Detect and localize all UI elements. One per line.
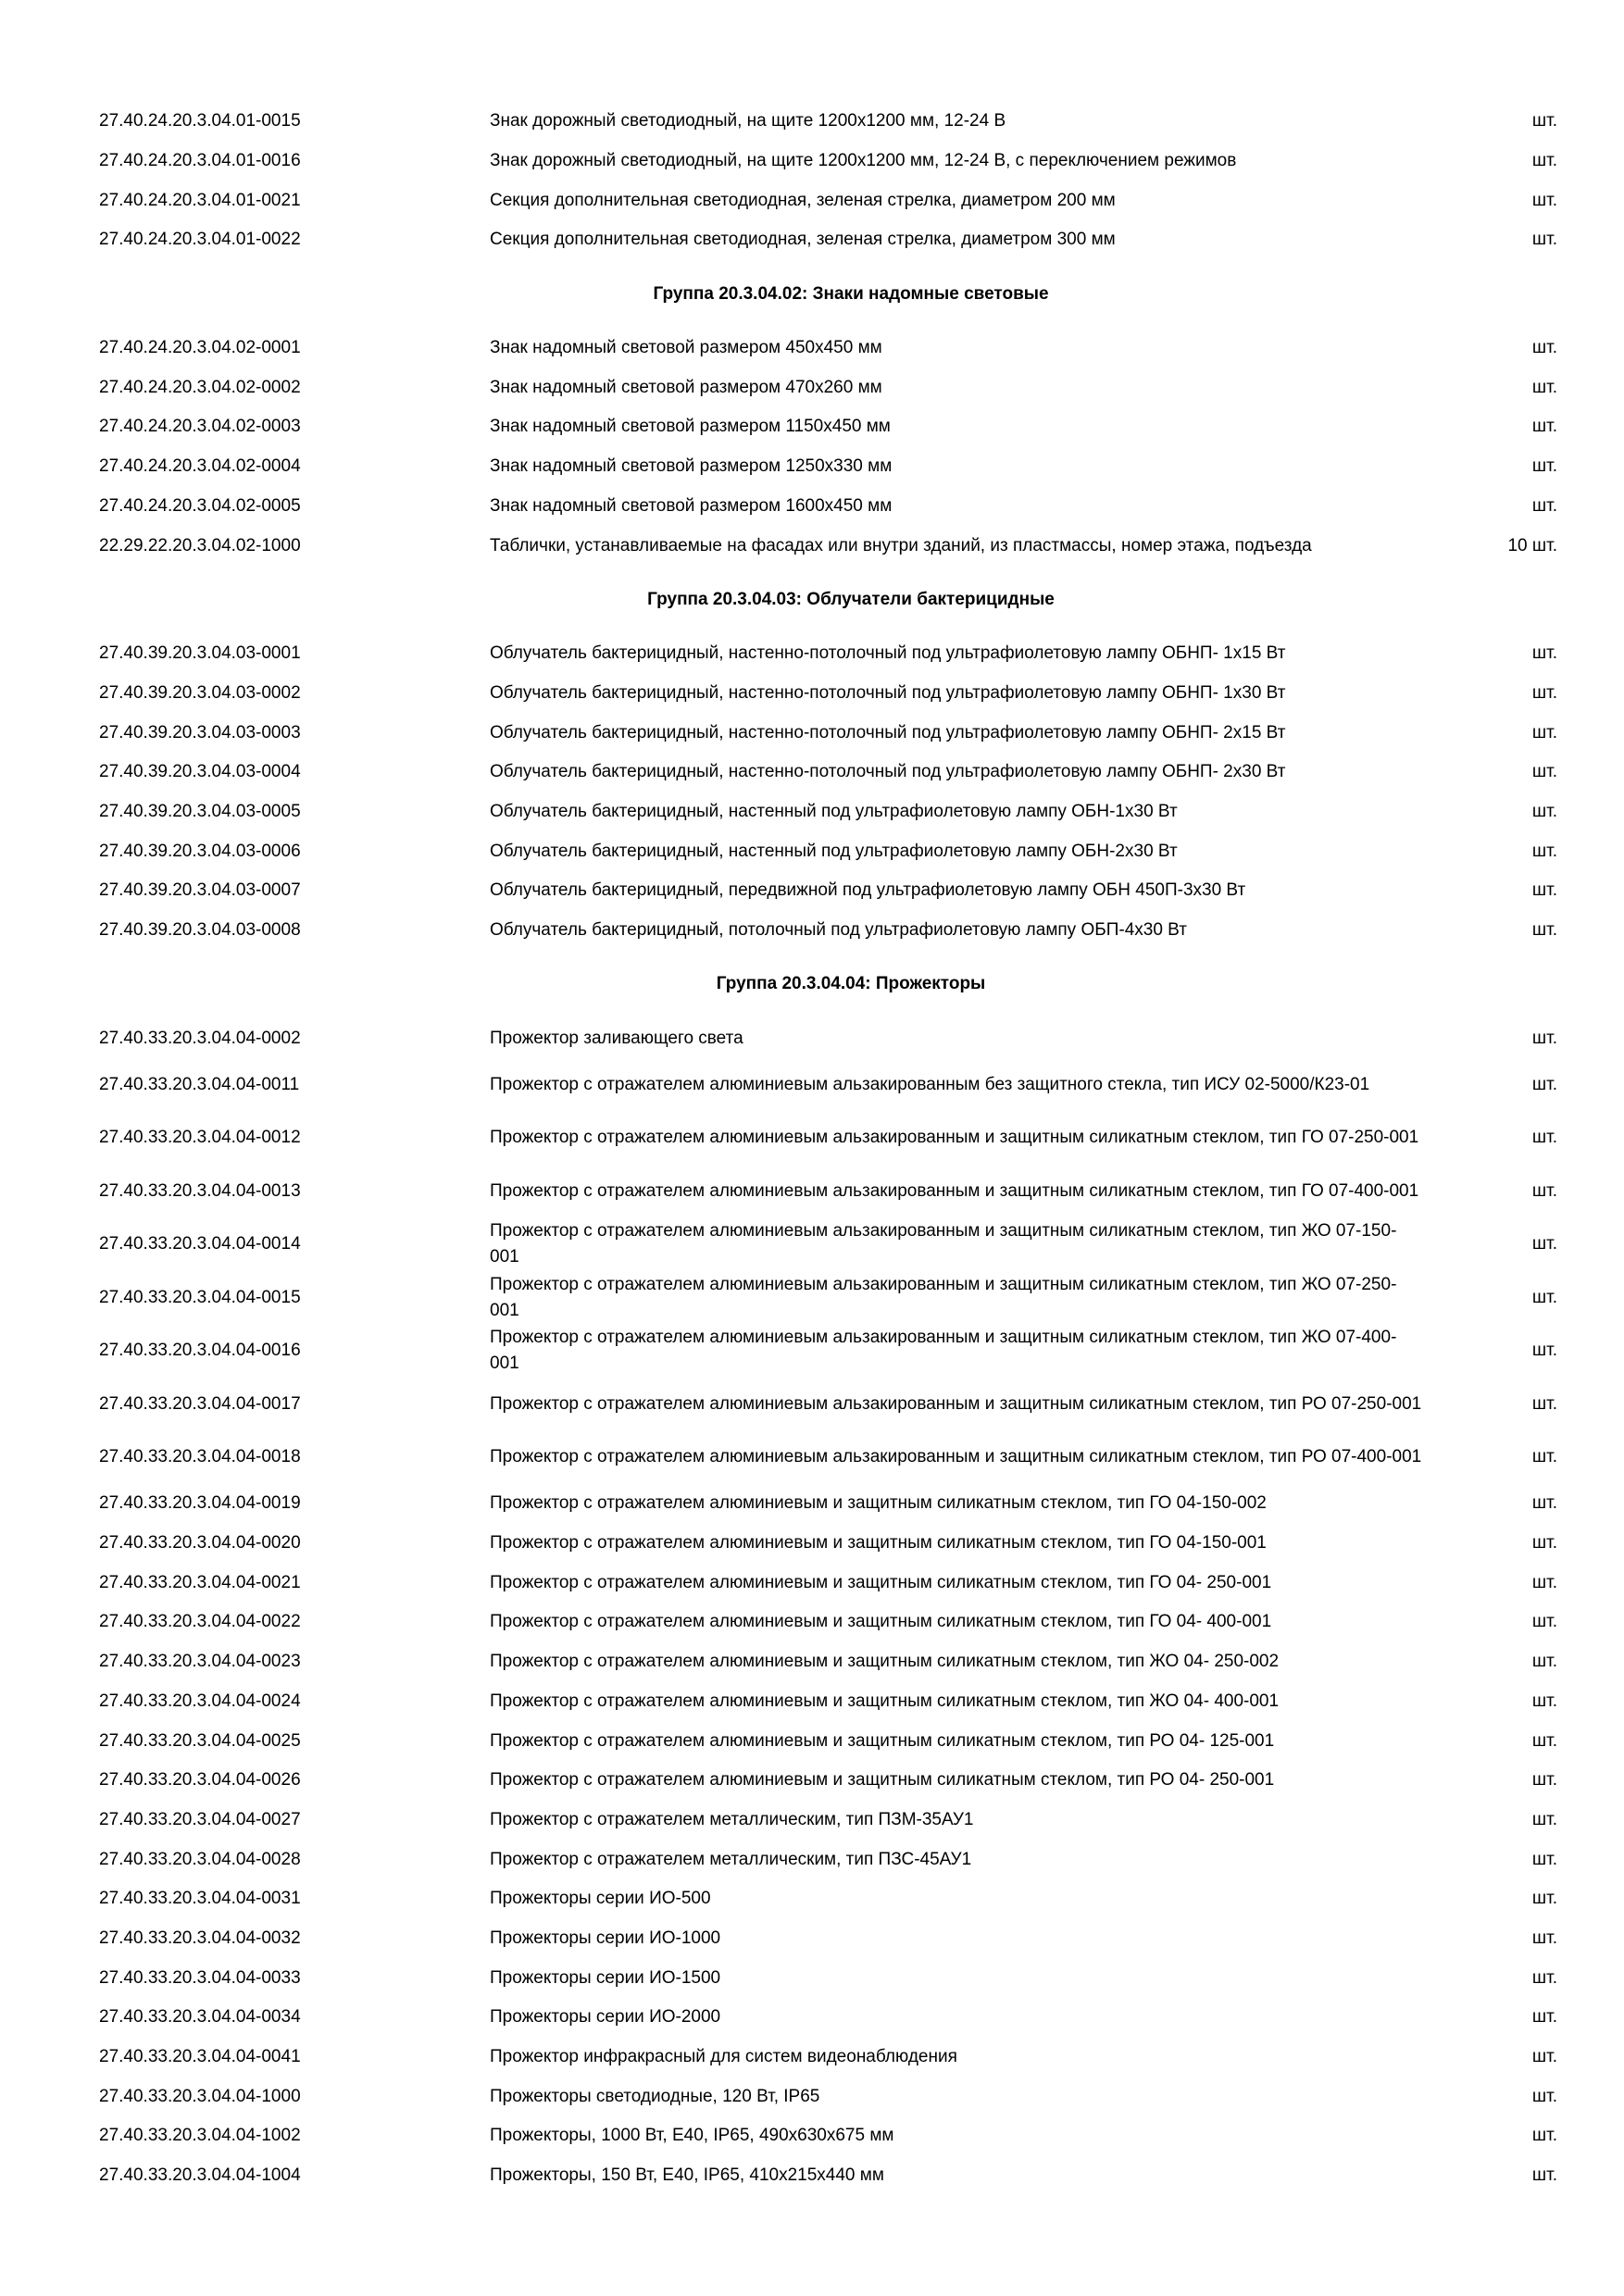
table-row	[0, 368, 1624, 407]
item-code: 27.40.33.20.3.04.04-0027	[99, 1809, 301, 1829]
item-code: 27.40.24.20.3.04.02-0005	[99, 495, 301, 516]
table-row	[0, 1112, 1624, 1166]
item-name: Знак надомный световой размером 470х260 мм	[490, 377, 882, 397]
item-unit: шт.	[1531, 1889, 1557, 1909]
item-name: Прожектор с отражателем алюминиевым альзакированным и защитным силикатным стеклом, тип ГО 07-250-001	[490, 1128, 1419, 1148]
table-row	[0, 329, 1624, 368]
item-name: Прожектор с отражателем металлическим, тип ПЗС-45АУ1	[490, 1849, 972, 1869]
item-unit: шт.	[1531, 1572, 1557, 1592]
table-row	[0, 1524, 1624, 1564]
item-code: 27.40.33.20.3.04.04-0014	[99, 1234, 301, 1254]
item-code: 27.40.33.20.3.04.04-0032	[99, 1928, 301, 1948]
item-name: Знак надомный световой размером 450х450 мм	[490, 338, 882, 358]
item-code: 27.40.24.20.3.04.01-0022	[99, 230, 301, 250]
item-name: Прожектор с отражателем алюминиевым и защитным силикатным стеклом, тип ЖО 04- 400-001	[490, 1691, 1280, 1711]
item-name: Знак надомный световой размером 1150х450 мм	[490, 417, 891, 437]
table-row	[0, 2156, 1624, 2196]
item-code: 27.40.33.20.3.04.04-0019	[99, 1493, 301, 1514]
item-name: Секция дополнительная светодиодная, зеленая стрелка, диаметром 200 мм	[490, 190, 1116, 210]
table-row	[0, 407, 1624, 447]
table-row	[0, 1721, 1624, 1761]
item-name: Прожекторы серии ИО-1500	[490, 1967, 721, 1988]
table-row	[0, 674, 1624, 714]
table-row	[0, 1058, 1624, 1112]
item-name: Знак надомный световой размером 1250х330 мм	[490, 456, 893, 477]
item-name: Прожектор с отражателем алюминиевым и защитным силикатным стеклом, тип ГО 04-150-001	[490, 1533, 1267, 1554]
item-unit: шт.	[1531, 495, 1557, 516]
item-unit: шт.	[1531, 2007, 1557, 2028]
item-code: 27.40.33.20.3.04.04-0021	[99, 1572, 301, 1592]
item-unit: шт.	[1531, 2126, 1557, 2146]
item-name: Прожекторы серии ИО-1000	[490, 1928, 721, 1948]
item-unit: шт.	[1531, 151, 1557, 171]
table-row	[0, 634, 1624, 674]
table-row	[0, 792, 1624, 832]
item-code: 27.40.39.20.3.04.03-0002	[99, 682, 301, 703]
table-row	[0, 831, 1624, 871]
item-unit: шт.	[1531, 762, 1557, 782]
item-code: 27.40.39.20.3.04.03-0008	[99, 920, 301, 941]
item-code: 27.40.39.20.3.04.03-0005	[99, 801, 301, 821]
item-name: Прожектор с отражателем алюминиевым альзакированным и защитным силикатным стеклом, тип ЖО 07-250-001	[490, 1274, 1397, 1320]
item-name: Прожекторы серии ИО-500	[490, 1889, 711, 1909]
item-name: Прожектор с отражателем алюминиевым альзакированным без защитного стекла, тип ИСУ 02-5000/К23-01	[490, 1074, 1370, 1094]
item-unit: шт.	[1531, 1612, 1557, 1632]
item-name: Знак надомный световой размером 1600х450 мм	[490, 495, 893, 516]
table-row	[0, 1431, 1624, 1485]
table-row	[0, 1165, 1624, 1218]
item-name: Прожектор с отражателем алюминиевым альзакированным и защитным силикатным стеклом, тип РО 07-250-001	[490, 1393, 1422, 1414]
item-name: Облучатель бактерицидный, настенно-потолочный под ультрафиолетовую лампу ОБНП- 2х30 Вт	[490, 762, 1286, 782]
item-unit: шт.	[1531, 456, 1557, 477]
item-code: 27.40.24.20.3.04.02-0004	[99, 456, 301, 477]
table-row	[0, 1484, 1624, 1524]
item-name: Прожекторы светодиодные, 120 Вт, IP65	[490, 2086, 820, 2106]
item-code: 27.40.33.20.3.04.04-0022	[99, 1612, 301, 1632]
item-code: 27.40.33.20.3.04.04-0012	[99, 1128, 301, 1148]
item-code: 27.40.33.20.3.04.04-0002	[99, 1028, 301, 1048]
item-code: 27.40.33.20.3.04.04-0028	[99, 1849, 301, 1869]
item-name: Прожекторы, 1000 Вт, Е40, IP65, 490х630х675 мм	[490, 2126, 894, 2146]
table-row	[0, 526, 1624, 566]
item-code: 27.40.33.20.3.04.04-0017	[99, 1393, 301, 1414]
item-unit: шт.	[1531, 1028, 1557, 1048]
item-unit: шт.	[1531, 1691, 1557, 1711]
item-name: Прожектор с отражателем алюминиевым альзакированным и защитным силикатным стеклом, тип РО 07-400-001	[490, 1447, 1422, 1467]
table-row	[0, 102, 1624, 142]
item-code: 27.40.33.20.3.04.04-0033	[99, 1967, 301, 1988]
item-name: Прожектор с отражателем алюминиевым и защитным силикатным стеклом, тип ЖО 04- 250-002	[490, 1652, 1280, 1672]
item-name: Облучатель бактерицидный, настенный под ультрафиолетовую лампу ОБН-2х30 Вт	[490, 841, 1178, 861]
item-unit: шт.	[1531, 230, 1557, 250]
table-row	[0, 2116, 1624, 2156]
table-row	[0, 1603, 1624, 1642]
table-row	[0, 1840, 1624, 1879]
item-unit: 10 шт.	[1507, 535, 1557, 555]
item-code: 27.40.24.20.3.04.02-0001	[99, 338, 301, 358]
table-row	[0, 1018, 1624, 1058]
table-row	[0, 1325, 1624, 1379]
item-code: 27.40.24.20.3.04.01-0021	[99, 190, 301, 210]
item-unit: шт.	[1531, 1533, 1557, 1554]
item-name: Прожекторы, 150 Вт, Е40, IP65, 410х215х440 мм	[490, 2165, 884, 2186]
table-row	[0, 487, 1624, 527]
item-unit: шт.	[1531, 1234, 1557, 1254]
item-unit: шт.	[1531, 190, 1557, 210]
table-row	[0, 1761, 1624, 1801]
item-code: 27.40.24.20.3.04.01-0016	[99, 151, 301, 171]
group-heading: Группа 20.3.04.03: Облучатели бактерицидные	[647, 589, 1055, 609]
item-code: 27.40.24.20.3.04.02-0003	[99, 417, 301, 437]
item-name: Прожектор с отражателем металлическим, тип ПЗМ-35АУ1	[490, 1809, 974, 1829]
item-name: Прожектор с отражателем алюминиевым альзакированным и защитным силикатным стеклом, тип ЖО 07-150-001	[490, 1221, 1397, 1267]
item-code: 27.40.33.20.3.04.04-0026	[99, 1770, 301, 1791]
table-row	[0, 1919, 1624, 1959]
item-name: Облучатель бактерицидный, потолочный под ультрафиолетовую лампу ОБП-4х30 Вт	[490, 920, 1187, 941]
item-name: Прожектор инфракрасный для систем видеонаблюдения	[490, 2047, 957, 2067]
item-code: 27.40.33.20.3.04.04-0031	[99, 1889, 301, 1909]
item-code: 27.40.33.20.3.04.04-1002	[99, 2126, 301, 2146]
item-unit: шт.	[1531, 1849, 1557, 1869]
item-name: Облучатель бактерицидный, передвижной под ультрафиолетовую лампу ОБН 450П-3х30 Вт	[490, 880, 1246, 901]
item-name: Прожекторы серии ИО-2000	[490, 2007, 721, 2028]
item-unit: шт.	[1531, 1287, 1557, 1307]
table-row	[0, 871, 1624, 911]
item-code: 27.40.33.20.3.04.04-0024	[99, 1691, 301, 1711]
item-name: Прожектор с отражателем алюминиевым и защитным силикатным стеклом, тип ГО 04- 250-001	[490, 1572, 1272, 1592]
item-unit: шт.	[1531, 1770, 1557, 1791]
price-list-document	[0, 102, 1624, 2195]
item-code: 27.40.33.20.3.04.04-0020	[99, 1533, 301, 1554]
item-name: Знак дорожный светодиодный, на щите 1200х1200 мм, 12-24 В, с переключением режимов	[490, 151, 1237, 171]
item-name: Облучатель бактерицидный, настенно-потолочный под ультрафиолетовую лампу ОБНП- 1х30 Вт	[490, 682, 1286, 703]
item-code: 27.40.39.20.3.04.03-0004	[99, 762, 301, 782]
item-unit: шт.	[1531, 1730, 1557, 1751]
item-code: 27.40.33.20.3.04.04-0016	[99, 1341, 301, 1361]
item-code: 27.40.33.20.3.04.04-0041	[99, 2047, 301, 2067]
item-code: 27.40.39.20.3.04.03-0001	[99, 643, 301, 664]
item-unit: шт.	[1531, 1493, 1557, 1514]
item-code: 27.40.39.20.3.04.03-0006	[99, 841, 301, 861]
item-code: 27.40.33.20.3.04.04-1004	[99, 2165, 301, 2186]
table-row	[0, 1801, 1624, 1841]
group-heading: Группа 20.3.04.02: Знаки надомные световые	[653, 283, 1049, 304]
table-row	[0, 1271, 1624, 1325]
item-unit: шт.	[1531, 920, 1557, 941]
table-row	[0, 713, 1624, 753]
item-name: Таблички, устанавливаемые на фасадах или внутри зданий, из пластмассы, номер этажа, подъезда	[490, 535, 1312, 555]
table-row	[0, 1218, 1624, 1272]
item-unit: шт.	[1531, 2165, 1557, 2186]
item-unit: шт.	[1531, 1652, 1557, 1672]
table-row	[0, 2038, 1624, 2078]
item-code: 27.40.39.20.3.04.03-0003	[99, 722, 301, 742]
item-unit: шт.	[1531, 1128, 1557, 1148]
table-row	[0, 181, 1624, 220]
item-unit: шт.	[1531, 1180, 1557, 1201]
item-unit: шт.	[1531, 338, 1557, 358]
item-code: 27.40.33.20.3.04.04-0018	[99, 1447, 301, 1467]
item-unit: шт.	[1531, 417, 1557, 437]
item-unit: шт.	[1531, 377, 1557, 397]
item-unit: шт.	[1531, 1074, 1557, 1094]
item-name: Прожектор с отражателем алюминиевым и защитным силикатным стеклом, тип РО 04- 125-001	[490, 1730, 1275, 1751]
item-name: Секция дополнительная светодиодная, зеленая стрелка, диаметром 300 мм	[490, 230, 1116, 250]
item-unit: шт.	[1531, 1967, 1557, 1988]
table-row	[0, 1958, 1624, 1998]
item-unit: шт.	[1531, 1393, 1557, 1414]
item-unit: шт.	[1531, 682, 1557, 703]
item-unit: шт.	[1531, 1341, 1557, 1361]
item-code: 27.40.33.20.3.04.04-0015	[99, 1287, 301, 1307]
item-unit: шт.	[1531, 643, 1557, 664]
item-unit: шт.	[1531, 2086, 1557, 2106]
group-heading: Группа 20.3.04.04: Прожекторы	[716, 974, 986, 994]
table-row	[0, 142, 1624, 181]
item-code: 27.40.24.20.3.04.01-0015	[99, 111, 301, 131]
item-name: Знак дорожный светодиодный, на щите 1200х1200 мм, 12-24 В	[490, 111, 1006, 131]
item-code: 27.40.33.20.3.04.04-0013	[99, 1180, 301, 1201]
item-name: Прожектор с отражателем алюминиевым альзакированным и защитным силикатным стеклом, тип ЖО 07-400-001	[490, 1328, 1397, 1374]
item-name: Прожектор с отражателем алюминиевым и защитным силикатным стеклом, тип ГО 04-150-002	[490, 1493, 1267, 1514]
item-name: Облучатель бактерицидный, настенный под ультрафиолетовую лампу ОБН-1х30 Вт	[490, 801, 1178, 821]
item-unit: шт.	[1531, 1928, 1557, 1948]
item-code: 27.40.33.20.3.04.04-0011	[99, 1074, 300, 1094]
table-row	[0, 753, 1624, 792]
item-name: Прожектор с отражателем алюминиевым и защитным силикатным стеклом, тип ГО 04- 400-001	[490, 1612, 1272, 1632]
item-code: 27.40.33.20.3.04.04-1000	[99, 2086, 301, 2106]
item-unit: шт.	[1531, 1447, 1557, 1467]
item-code: 27.40.33.20.3.04.04-0023	[99, 1652, 301, 1672]
item-unit: шт.	[1531, 801, 1557, 821]
item-name: Прожектор с отражателем алюминиевым альзакированным и защитным силикатным стеклом, тип ГО 07-400-001	[490, 1180, 1419, 1201]
table-row	[0, 1998, 1624, 2038]
table-row	[0, 447, 1624, 487]
item-code: 22.29.22.20.3.04.02-1000	[99, 535, 301, 555]
item-unit: шт.	[1531, 722, 1557, 742]
item-code: 27.40.33.20.3.04.04-0025	[99, 1730, 301, 1751]
table-row	[0, 1378, 1624, 1431]
item-name: Прожектор с отражателем алюминиевым и защитным силикатным стеклом, тип РО 04- 250-001	[490, 1770, 1275, 1791]
table-row	[0, 1642, 1624, 1682]
item-name: Облучатель бактерицидный, настенно-потолочный под ультрафиолетовую лампу ОБНП- 2х15 Вт	[490, 722, 1286, 742]
item-code: 27.40.39.20.3.04.03-0007	[99, 880, 301, 901]
table-row	[0, 1682, 1624, 1722]
item-name: Облучатель бактерицидный, настенно-потолочный под ультрафиолетовую лампу ОБНП- 1х15 Вт	[490, 643, 1286, 664]
table-row	[0, 2077, 1624, 2116]
item-unit: шт.	[1531, 880, 1557, 901]
item-unit: шт.	[1531, 841, 1557, 861]
item-unit: шт.	[1531, 1809, 1557, 1829]
item-code: 27.40.33.20.3.04.04-0034	[99, 2007, 301, 2028]
item-unit: шт.	[1531, 111, 1557, 131]
table-row	[0, 911, 1624, 951]
table-row	[0, 220, 1624, 260]
item-unit: шт.	[1531, 2047, 1557, 2067]
table-row	[0, 1563, 1624, 1603]
item-name: Прожектор заливающего света	[490, 1028, 743, 1048]
item-code: 27.40.24.20.3.04.02-0002	[99, 377, 301, 397]
table-row	[0, 1879, 1624, 1919]
